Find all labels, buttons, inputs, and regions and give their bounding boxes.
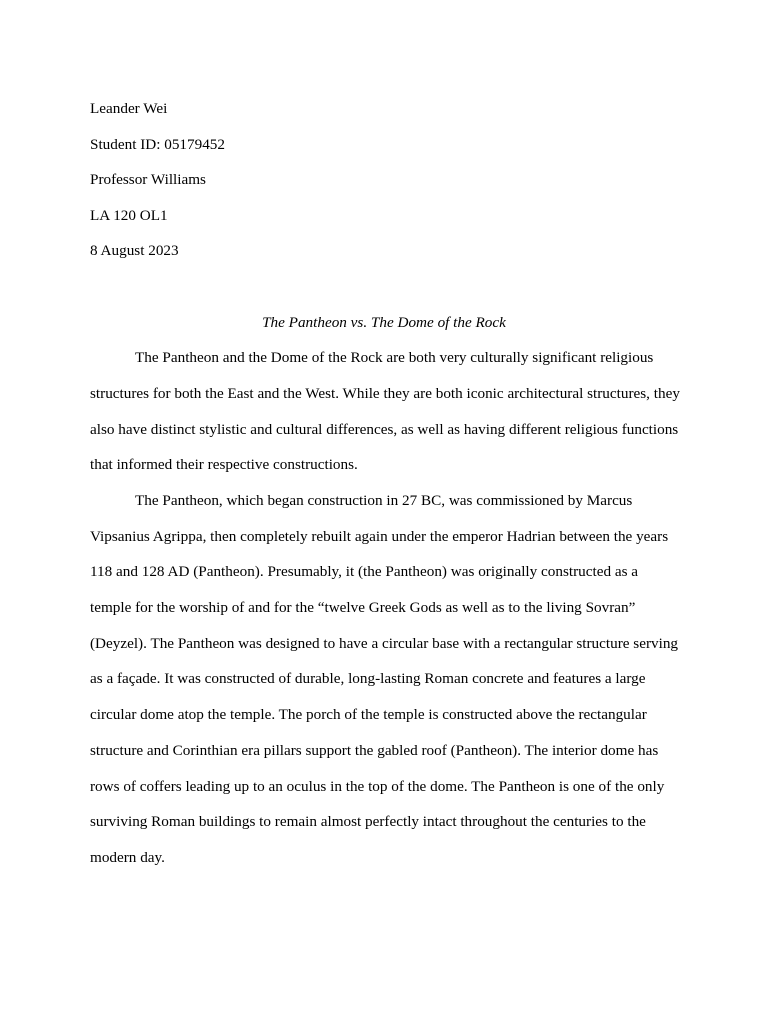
submission-date: 8 August 2023: [90, 242, 179, 260]
paragraph-line: (Deyzel). The Pantheon was designed to have a circular base with a rectangular structure serving: [90, 634, 679, 652]
paragraph-line: modern day.: [90, 849, 165, 866]
paragraph-line: as a façade. It was constructed of durable, long-lasting Roman concrete and features a large: [90, 670, 646, 688]
paragraph-2: [90, 483, 678, 876]
document-body: [90, 91, 678, 876]
student-name: Leander Wei: [90, 100, 168, 117]
paragraph-line: structure and Corinthian era pillars support the gabled roof (Pantheon). The interior dome has: [90, 741, 659, 759]
paragraph-line: 118 and 128 AD (Pantheon). Presumably, it (the Pantheon) was originally constructed as a: [90, 563, 639, 581]
paragraph-line: that informed their respective constructions.: [90, 456, 358, 474]
paragraph-line: Vipsanius Agrippa, then completely rebuilt again under the emperor Hadrian between the years: [90, 527, 669, 545]
paragraph-1: [90, 340, 678, 483]
header-block: [90, 91, 678, 269]
paragraph-line: circular dome atop the temple. The porch of the temple is constructed above the rectangular: [90, 706, 647, 724]
student-id: Student ID: 05179452: [90, 135, 225, 153]
essay-title: The Pantheon vs. The Dome of the Rock: [262, 313, 506, 331]
paragraph-line: surviving Roman buildings to remain almost perfectly intact throughout the centuries to the: [90, 813, 646, 831]
paragraph-line: also have distinct stylistic and cultural differences, as well as having different religious functions: [90, 420, 679, 438]
paragraph-line: rows of coffers leading up to an oculus in the top of the dome. The Pantheon is one of the only: [90, 777, 665, 795]
paragraph-line: structures for both the East and the West. While they are both iconic architectural structures, they: [90, 384, 680, 402]
paragraph-line: The Pantheon, which began construction in 27 BC, was commissioned by Marcus: [135, 491, 633, 509]
paragraph-line: temple for the worship of and for the “twelve Greek Gods as well as to the living Sovran”: [90, 599, 636, 617]
course-code: LA 120 OL1: [90, 206, 168, 224]
professor-name: Professor Williams: [90, 171, 206, 189]
paragraph-line: The Pantheon and the Dome of the Rock are both very culturally significant religious: [135, 349, 654, 367]
blank-line: [90, 269, 678, 305]
